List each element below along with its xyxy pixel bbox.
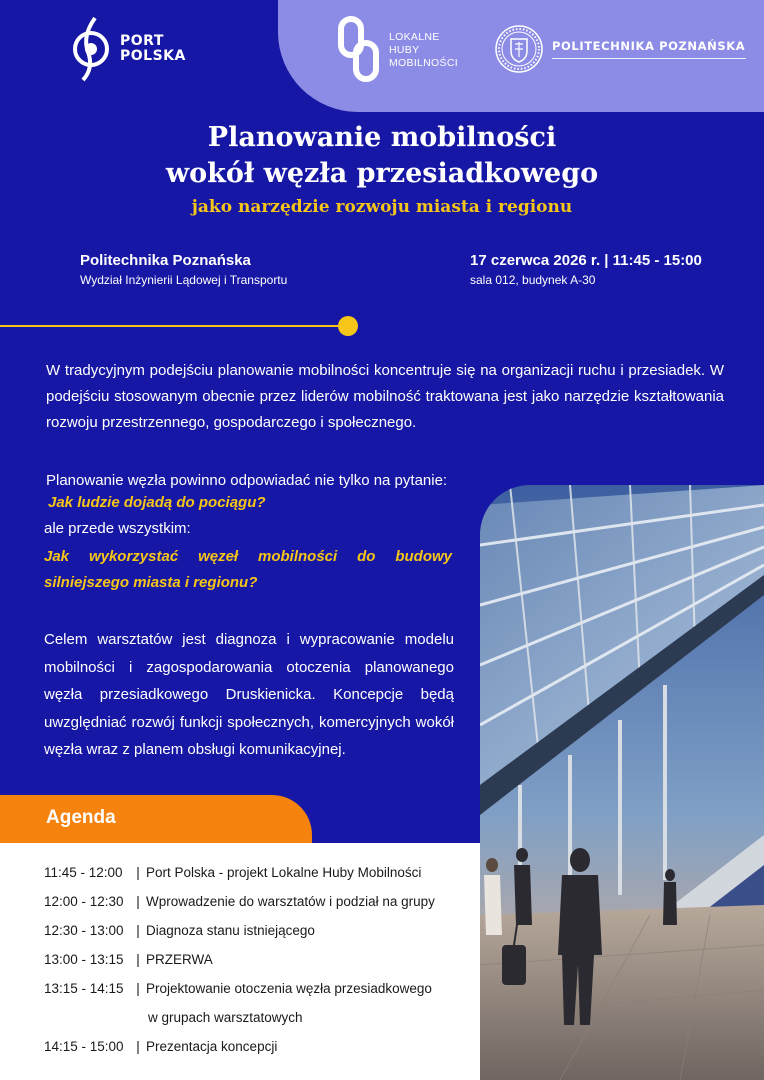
port-polska-logo [68,16,186,82]
agenda-heading: Agenda [46,807,116,828]
agenda-item [44,947,435,976]
huby-logo-line1: LOKALNE [389,30,440,43]
pp-logo-text: POLITECHNIKA POZNAŃSKA [552,39,746,59]
agenda-desc: Wprowadzenie do warsztatów i podział na grupy [146,894,435,909]
agenda-desc: PRZERWA [146,952,213,967]
agenda-time: 13:00 - 13:15 [44,952,124,967]
huby-chain-icon [337,16,381,84]
agenda-item [44,1034,435,1063]
agenda-desc: Port Polska - projekt Lokalne Huby Mobilności [146,865,422,880]
agenda-desc: Projektowanie otoczenia węzła przesiadkowego [146,981,432,996]
port-logo-line2: POLSKA [120,48,186,64]
organizer-info [80,252,287,287]
agenda-separator: | [136,923,140,938]
agenda-desc-continued: w grupach warsztatowych [148,1010,303,1025]
agenda-item [44,889,435,918]
agenda-time: 12:00 - 12:30 [44,894,124,909]
agenda-item [44,976,435,1005]
page-subtitle: jako narzędzie rozwoju miasta i regionu [191,197,573,217]
agenda-desc: Diagnoza stanu istniejącego [146,923,315,938]
page-title [0,120,764,192]
intro-paragraph: W tradycyjnym podejściu planowanie mobilności koncentruje się na organizacji ruchu i przesiadek. W podejściu stosowanym obecnie przez liderów mobilność traktowana jest jako narzędzie kształtowania rozwoju przestrzennego, gospodarczego i społecznego. [46,362,724,431]
agenda-separator: | [136,981,140,996]
event-room: sala 012, budynek A-30 [470,273,596,287]
lokalne-huby-logo [337,16,458,84]
station-photo [480,485,764,1080]
organizer-department: Wydział Inżynierii Lądowej i Transportu [80,273,288,287]
port-logo-line1: PORT [120,33,164,49]
agenda-item [44,918,435,947]
agenda-desc: Prezentacja koncepcji [146,1039,278,1054]
agenda-list [44,860,435,1063]
politechnika-poznanska-logo [494,24,746,74]
title-line-1: Planowanie mobilności [207,122,557,153]
agenda-separator: | [136,894,140,909]
agenda-header [0,795,312,845]
event-date-time: 17 czerwca 2026 r. | 11:45 - 15:00 [470,252,702,269]
event-info [470,252,702,287]
agenda-time: 14:15 - 15:00 [44,1039,124,1054]
organizer-name: Politechnika Poznańska [80,252,251,269]
university-seal-icon [494,24,544,74]
agenda-separator: | [136,952,140,967]
agenda-separator: | [136,1039,140,1054]
goal-paragraph: Celem warsztatów jest diagnoza i wypracowanie modelu mobilności i zagospodarowania otoczenia planowanego węzła przesiadkowego Druskienicka. Koncepcje będą uwzględniać rozwój funkcji społecznych, komercyjnych wokół węzła wraz z planem obsługi komunikacyjnej. [44,631,454,758]
agenda-time: 13:15 - 14:15 [44,981,124,996]
question-1: Jak ludzie dojadą do pociągu? [48,494,266,511]
question-mid: ale przede wszystkim: [44,520,191,537]
agenda-time: 12:30 - 13:00 [44,923,124,938]
huby-logo-line3: MOBILNOŚCI [389,56,458,69]
agenda-item [44,860,435,889]
question-2: Jak wykorzystać węzeł mobilności do budowy silniejszego miasta i regionu? [44,548,452,591]
divider-line [0,325,345,327]
agenda-separator: | [136,865,140,880]
huby-logo-line2: HUBY [389,43,420,56]
agenda-time: 11:45 - 12:00 [44,865,123,880]
divider-dot [338,316,358,336]
port-polska-icon [68,16,114,82]
question-intro: Planowanie węzła powinno odpowiadać nie tylko na pytanie: [46,472,448,489]
title-line-2: wokół węzła przesiadkowego [165,158,599,189]
